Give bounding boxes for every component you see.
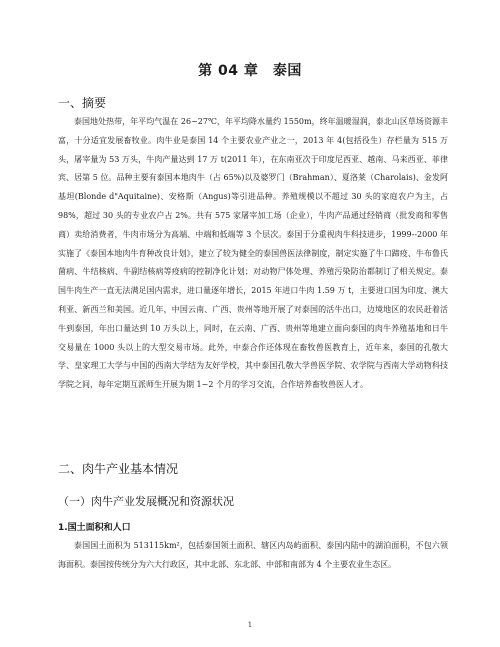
section-heading-summary: 一、摘要 [58,96,107,110]
page-number: 1 [247,621,253,629]
summary-paragraph: 泰国地处热带，年平均气温在 26~27℃，年平均降水量约 1550m，终年温暖湿润，泰北山区草场资源丰富，十分适宜发展畜牧业。肉牛业是泰国 14 个主要农业产业之一，2013 年 4(包括役生）存栏量为 515 万头，屠宰量为 53 万头，牛肉产量达到 17 万 t(2011 年），在东南亚次于印度尼西亚、越南、马来西亚、菲律宾、居第 5 位。品种主要有泰国本地肉牛（占 65%)以及婆罗门（Brahman）、夏洛莱（Charolais)、金发阿基坦(Blonde d"Aquitaine)、安格斯（Angus)等引进品种。养殖规模以不超过 30 头的家庭农户为主，占 98%，超过 30 头的专业农户占 2%。共有 575 家屠宰加工场（企业），牛肉产品通过经销商（批发商和零售商）卖给消费者，牛肉市场分为高端、中端和低端等 3 个层次。泰国于分重视肉牛科技进步，1999--2000 年实施了《泰国本地肉牛育种改良计划》，建立了较为健全的泰国兽医法律制度，制定实施了牛口蹄疫、牛布鲁氏菌病、牛结核病、牛副结核病等疫病的控制净化计划；对动物尸体处理、养殖污染防治都制订了相关规定。泰国牛肉生产一直无法满足国内需求，进口量逐年增长，2015 年进口牛肉 1.59 万 t，主要进口国为印度、澳大利亚、新西兰和美国。近几年，中国云南、广西、贵州等地开展了对泰国的活牛出口，边境地区的农民赶着活牛到泰国，年出口量达到 10 万头以上，同时，在云南、广西、贵州等地建立面向泰国的肉牛养殖基地和日牛交易量在 1000 头以上的大型交易市场。此外，中泰合作还体现在畜牧兽医教育上，近年来，泰国的孔敬大学、皇家理工大学与中国的西南大学结为友好学校，其中泰国孔敬大学兽医学院、农学院与西南大学动物科技学院之间，每年定期互派师生开展为期 1~2 个月的学习交流，合作培养畜牧兽医人才。 [58,117,448,390]
item-heading: 1.国土面积和人口 [58,523,131,533]
subsection-heading: （一）肉牛产业发展概况和资源状况 [58,495,234,508]
section-heading-industry: 二、肉牛产业基本情况 [58,462,179,476]
chapter-title: 第 04 章 泰国 [198,63,302,79]
land-area-paragraph: 泰国国土面积为 513115km²，包括泰国领土面积、辖区内岛屿面积、泰国内陆中的湖泊面积，不包六领海面积。泰国按传统分为六大行政区，其中北部、东北部、中部和南部为 4 个主要农业生态区。 [58,541,448,569]
